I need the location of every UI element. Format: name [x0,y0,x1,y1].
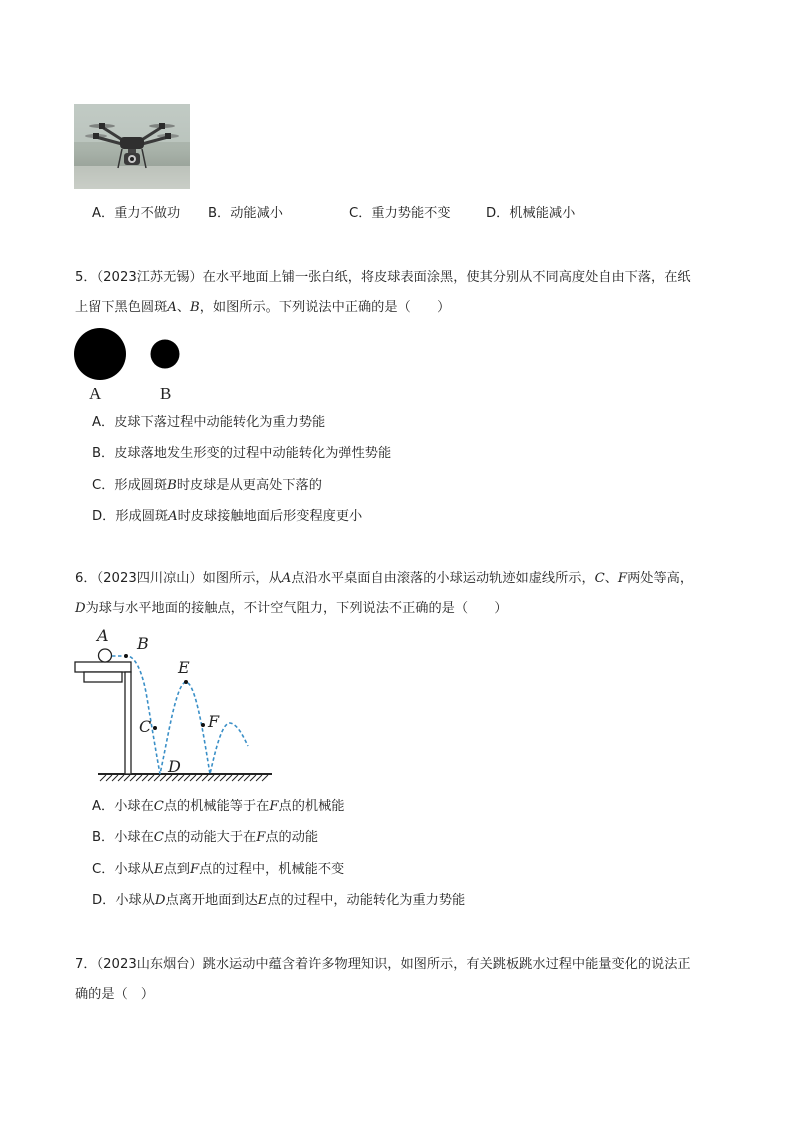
q6-stem-line1 [75,569,693,589]
drone-photo [74,104,190,189]
q6-var-f: F [617,571,628,586]
q5-text-end: ，如图所示。下列说法中正确的是（ ） [199,300,451,315]
q5-option-d-text-end: 时皮球接触地面后形变程度更小 [177,509,363,524]
q6-option-c-v1: E [153,862,164,877]
q6-label-d: D [168,757,181,776]
q6-text-line2: 为球与水平地面的接触点，不计空气阻力，下列说法不正确的是（ ） [85,601,508,616]
q5-label-a: A [89,384,102,403]
q6-option-d-t1: D．小球从 [92,893,155,908]
q6-option-a-t2: 点的机械能等于在 [163,799,270,814]
q7-stem-line2: 确的是（ ） [75,987,155,1002]
q6-label-c: C [139,717,152,736]
spot-b [151,340,180,369]
q6-option-d [92,891,465,911]
q6-var-a: A [281,571,292,586]
q4-option-d: D．机械能减小 [486,206,576,221]
q6-var-c: C [594,571,605,586]
q5-text: 上留下黑色圆斑 [75,300,168,315]
q5-option-c [92,476,322,496]
q5-option-d [92,507,362,527]
q6-option-d-t3: 点的过程中，动能转化为重力势能 [267,893,466,908]
spot-a [74,328,126,380]
q5-stem-line2 [75,298,450,318]
q5-stem-line1: 5．（2023江苏无锡）在水平地面上铺一张白纸，将皮球表面涂黑，使其分别从不同高度处自由下落，在纸 [75,270,691,285]
q6-text-mid: 点沿水平桌面自由滚落的小球运动轨迹如虚线所示， [291,571,595,586]
q7-stem-line1: 7．（2023山东烟台）跳水运动中蕴含着许多物理知识，如图所示，有关跳板跳水过程中能量变化的说法正 [75,957,691,972]
q5-var-b: B [190,300,200,315]
q6-option-b-v1: C [153,830,164,845]
q6-option-b [92,828,318,848]
q6-label-a: A [97,626,109,645]
q5-var-a: A [167,300,177,315]
q6-option-c-t1: C．小球从 [92,862,154,877]
q6-option-a-t3: 点的机械能 [278,799,345,814]
q6-var-d: D [75,601,86,616]
q6-label-e: E [178,658,190,677]
q5-option-d-text: D．形成圆斑 [92,509,169,524]
q6-sep: 、 [604,571,618,586]
q6-option-b-v2: F [256,830,266,845]
q6-stem-line2 [75,599,508,619]
q6-text-end: 两处等高， [627,571,694,586]
q6-option-a-v1: C [153,799,164,814]
q5-option-d-var: A [168,509,178,524]
q6-option-c-t2: 点到 [163,862,190,877]
q5-option-b: B．皮球落地发生形变的过程中动能转化为弹性势能 [92,446,392,461]
q5-option-c-text-end: 时皮球是从更高处下落的 [176,478,322,493]
q6-option-c [92,860,344,880]
q6-option-c-t3: 点的过程中，机械能不变 [199,862,345,877]
q6-label-f: F [208,712,220,731]
q4-option-a: A．重力不做功 [92,206,181,221]
q6-option-a [92,797,344,817]
q5-label-b: B [160,384,172,403]
q6-option-b-t1: B．小球在 [92,830,154,845]
q6-option-b-t2: 点的动能大于在 [163,830,257,845]
q5-option-c-text: C．形成圆斑 [92,478,168,493]
q6-option-a-v2: F [269,799,279,814]
q6-text: 6．（2023四川凉山）如图所示，从 [75,571,282,586]
q6-option-b-t3: 点的动能 [265,830,319,845]
q6-option-c-v2: F [189,862,200,877]
q6-label-b: B [137,634,149,653]
q4-option-c: C．重力势能不变 [349,206,451,221]
q5-option-a: A．皮球下落过程中动能转化为重力势能 [92,415,326,430]
q5-sep: 、 [176,300,191,315]
q6-option-d-v2: E [257,893,268,908]
q4-option-b: B．动能减小 [208,206,283,221]
q6-option-d-v1: D [154,893,166,908]
q6-option-a-t1: A．小球在 [92,799,154,814]
q5-option-c-var: B [167,478,177,493]
q6-option-d-t2: 点离开地面到达 [165,893,258,908]
